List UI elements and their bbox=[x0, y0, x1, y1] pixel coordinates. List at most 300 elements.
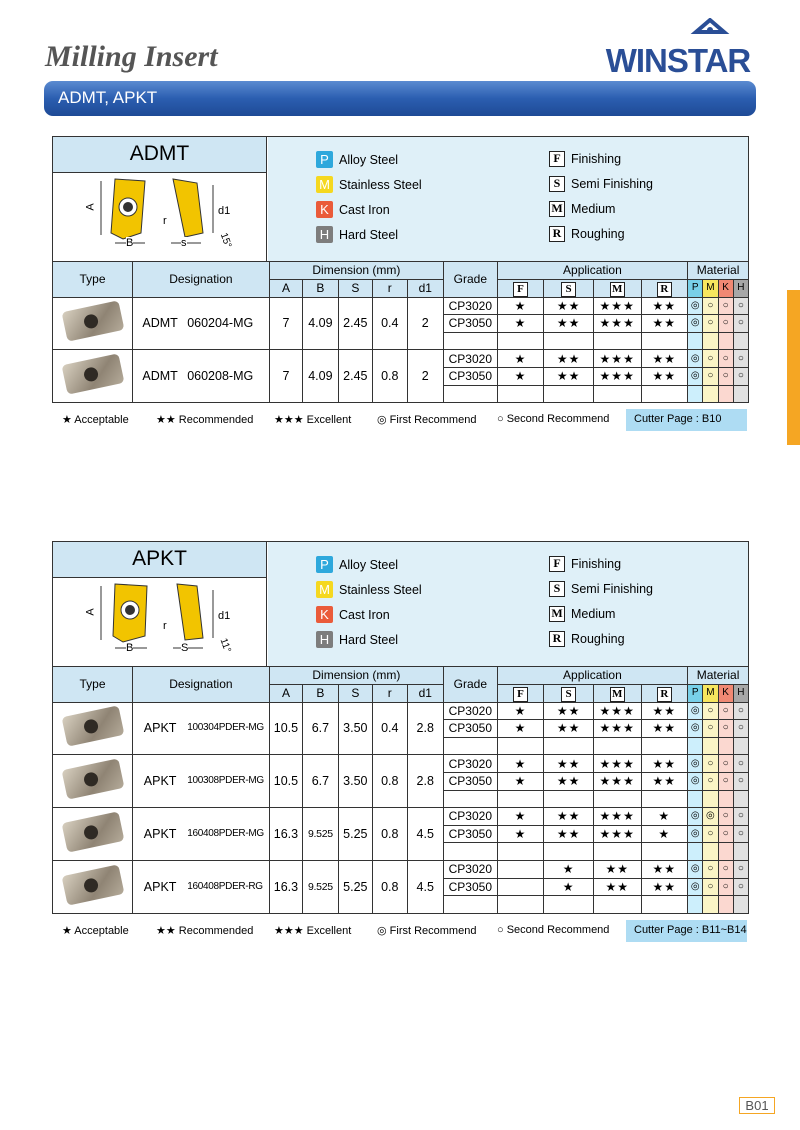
dim-label-b: B bbox=[126, 237, 134, 249]
material-rating bbox=[733, 737, 748, 755]
application-badge-icon: S bbox=[549, 176, 565, 192]
grade-cell bbox=[443, 385, 497, 403]
material-rating: ◎ bbox=[688, 315, 703, 333]
material-rating bbox=[703, 843, 718, 861]
designation-type: APKT bbox=[133, 755, 188, 808]
material-rating bbox=[703, 896, 718, 914]
dim-label-s: s bbox=[181, 237, 187, 249]
material-legend-item bbox=[316, 631, 398, 648]
table-row bbox=[53, 755, 749, 773]
grade-cell: CP3050 bbox=[443, 315, 497, 333]
material-badge-icon: M bbox=[316, 176, 333, 193]
material-rating: ○ bbox=[733, 720, 748, 738]
material-label: Alloy Steel bbox=[339, 557, 399, 572]
material-rating: ◎ bbox=[703, 808, 718, 826]
material-rating: ○ bbox=[718, 772, 733, 790]
section-name: ADMT bbox=[53, 137, 266, 173]
col-header-material: Material bbox=[688, 667, 749, 685]
material-rating: ○ bbox=[703, 720, 718, 738]
application-rating bbox=[544, 332, 594, 350]
application-rating: ★ bbox=[497, 772, 544, 790]
application-rating bbox=[544, 790, 594, 808]
dim-header: A bbox=[269, 684, 302, 702]
grade-cell: CP3020 bbox=[443, 702, 497, 720]
dim-value-s: 3.50 bbox=[338, 755, 372, 808]
application-rating bbox=[593, 332, 641, 350]
col-header-type: Type bbox=[53, 262, 133, 298]
application-rating: ★★ bbox=[641, 367, 688, 385]
material-rating: ○ bbox=[733, 825, 748, 843]
application-rating: ★ bbox=[497, 350, 544, 368]
application-badge-icon: R bbox=[549, 226, 565, 242]
dim-value-b: 4.09 bbox=[303, 297, 338, 350]
col-header-application: Application bbox=[497, 262, 687, 280]
material-rating bbox=[718, 332, 733, 350]
material-rating: ◎ bbox=[688, 825, 703, 843]
legend-acceptable: ★ Acceptable bbox=[62, 414, 129, 426]
application-rating: ★★ bbox=[544, 808, 594, 826]
grade-cell bbox=[443, 737, 497, 755]
application-rating: ★★ bbox=[641, 350, 688, 368]
dim-value-b: 4.09 bbox=[303, 350, 338, 403]
application-label: Roughing bbox=[571, 227, 625, 241]
application-label: Medium bbox=[571, 202, 616, 216]
dim-value-s: 5.25 bbox=[338, 860, 372, 913]
col-header-dimension: Dimension (mm) bbox=[269, 262, 443, 280]
material-rating: ○ bbox=[718, 702, 733, 720]
material-rating: ○ bbox=[718, 808, 733, 826]
dim-header: S bbox=[338, 279, 372, 297]
material-rating bbox=[688, 843, 703, 861]
dim-header: d1 bbox=[407, 684, 443, 702]
dim-value-d1: 4.5 bbox=[407, 808, 443, 861]
material-rating: ○ bbox=[718, 755, 733, 773]
table-row bbox=[53, 702, 749, 720]
material-header: P bbox=[688, 279, 703, 297]
dim-header: d1 bbox=[407, 279, 443, 297]
material-badge-icon: M bbox=[316, 581, 333, 598]
application-rating: ★★ bbox=[544, 772, 594, 790]
application-rating: ★ bbox=[544, 878, 594, 896]
dim-label-angle: 15° bbox=[217, 231, 234, 250]
application-rating: ★★ bbox=[544, 297, 594, 315]
application-rating: ★ bbox=[497, 367, 544, 385]
material-rating: ○ bbox=[733, 878, 748, 896]
application-rating: ★★★ bbox=[593, 772, 641, 790]
application-rating bbox=[593, 790, 641, 808]
material-badge-icon: H bbox=[316, 226, 333, 243]
grade-cell bbox=[443, 896, 497, 914]
application-legend-item bbox=[549, 631, 625, 647]
insert-photo bbox=[53, 755, 133, 808]
dim-label-d1: d1 bbox=[218, 205, 231, 217]
application-rating bbox=[497, 385, 544, 403]
application-rating bbox=[593, 385, 641, 403]
legend-excellent: ★★★ Excellent bbox=[274, 925, 352, 937]
application-legend-item bbox=[549, 556, 621, 572]
material-header: M bbox=[703, 279, 718, 297]
dim-label-s: S bbox=[181, 642, 189, 654]
material-rating: ○ bbox=[703, 297, 718, 315]
col-header-grade: Grade bbox=[443, 262, 497, 298]
dim-value-a: 10.5 bbox=[269, 702, 302, 755]
material-rating: ○ bbox=[703, 772, 718, 790]
material-rating: ○ bbox=[703, 825, 718, 843]
material-rating bbox=[733, 790, 748, 808]
application-rating: ★ bbox=[544, 860, 594, 878]
application-rating: ★★ bbox=[641, 878, 688, 896]
dim-value-d1: 2 bbox=[407, 350, 443, 403]
legend-panel bbox=[268, 137, 748, 261]
application-rating: ★ bbox=[497, 315, 544, 333]
material-label: Cast Iron bbox=[339, 607, 390, 622]
material-rating: ○ bbox=[718, 878, 733, 896]
application-rating: ★★ bbox=[544, 702, 594, 720]
material-header: M bbox=[703, 684, 718, 702]
grade-cell: CP3050 bbox=[443, 878, 497, 896]
application-rating: ★ bbox=[497, 755, 544, 773]
material-rating bbox=[688, 896, 703, 914]
grade-cell: CP3020 bbox=[443, 755, 497, 773]
material-rating bbox=[688, 385, 703, 403]
material-rating: ○ bbox=[733, 808, 748, 826]
material-legend-item bbox=[316, 556, 398, 573]
dim-value-s: 5.25 bbox=[338, 808, 372, 861]
dim-header: B bbox=[303, 684, 338, 702]
material-rating bbox=[688, 332, 703, 350]
application-header-icon: F bbox=[513, 282, 528, 297]
material-label: Alloy Steel bbox=[339, 152, 399, 167]
material-rating: ○ bbox=[718, 720, 733, 738]
material-rating bbox=[733, 843, 748, 861]
material-badge-icon: H bbox=[316, 631, 333, 648]
table-row bbox=[53, 297, 749, 315]
material-rating bbox=[718, 843, 733, 861]
dim-value-a: 16.3 bbox=[269, 808, 302, 861]
footer-legend bbox=[52, 920, 749, 942]
col-header-material: Material bbox=[688, 262, 749, 280]
application-rating: ★★★ bbox=[593, 702, 641, 720]
material-rating: ○ bbox=[718, 297, 733, 315]
side-tab-marker bbox=[787, 290, 800, 445]
designation-type: ADMT bbox=[133, 350, 188, 403]
legend-first: ◎ First Recommend bbox=[377, 925, 477, 937]
application-legend-item bbox=[549, 201, 615, 217]
application-legend-item bbox=[549, 581, 653, 597]
application-rating bbox=[497, 737, 544, 755]
application-badge-icon: M bbox=[549, 201, 565, 217]
material-label: Hard Steel bbox=[339, 632, 399, 647]
material-label: Stainless Steel bbox=[339, 177, 422, 192]
material-legend-item bbox=[316, 226, 398, 243]
designation-code: 100308PDER-MG bbox=[187, 755, 269, 808]
application-rating: ★★★ bbox=[593, 755, 641, 773]
application-badge-icon: F bbox=[549, 556, 565, 572]
insert-diagram bbox=[53, 578, 266, 666]
application-header-icon: M bbox=[610, 282, 625, 297]
material-rating bbox=[718, 385, 733, 403]
application-rating bbox=[593, 737, 641, 755]
application-rating: ★ bbox=[641, 825, 688, 843]
material-legend-item bbox=[316, 176, 422, 193]
dim-value-a: 10.5 bbox=[269, 755, 302, 808]
insert-photo bbox=[53, 297, 133, 350]
insert-photo bbox=[53, 702, 133, 755]
application-label: Semi Finishing bbox=[571, 582, 653, 596]
material-rating: ○ bbox=[703, 860, 718, 878]
application-header bbox=[641, 684, 688, 702]
application-rating bbox=[593, 843, 641, 861]
material-rating bbox=[718, 790, 733, 808]
material-rating: ○ bbox=[733, 755, 748, 773]
legend-panel bbox=[268, 542, 748, 666]
application-rating: ★★ bbox=[544, 350, 594, 368]
application-rating: ★★★ bbox=[593, 367, 641, 385]
designation-type: ADMT bbox=[133, 297, 188, 350]
application-rating: ★★ bbox=[544, 825, 594, 843]
material-rating: ◎ bbox=[688, 350, 703, 368]
col-header-type: Type bbox=[53, 667, 133, 703]
application-rating: ★ bbox=[497, 297, 544, 315]
application-rating: ★★ bbox=[544, 720, 594, 738]
application-rating: ★★ bbox=[641, 720, 688, 738]
application-rating: ★★★ bbox=[593, 350, 641, 368]
material-badge-icon: P bbox=[316, 151, 333, 168]
grade-cell bbox=[443, 790, 497, 808]
dim-header: r bbox=[373, 279, 407, 297]
material-rating: ◎ bbox=[688, 808, 703, 826]
legend-acceptable: ★ Acceptable bbox=[62, 925, 129, 937]
insert-side-view-icon bbox=[173, 179, 203, 237]
dim-value-s: 2.45 bbox=[338, 350, 372, 403]
application-rating bbox=[497, 332, 544, 350]
designation-code: 160408PDER-RG bbox=[187, 860, 269, 913]
material-rating: ○ bbox=[733, 772, 748, 790]
section-header bbox=[52, 136, 749, 261]
col-header-application: Application bbox=[497, 667, 687, 685]
apkt-section bbox=[52, 541, 749, 914]
insert-image-icon bbox=[61, 354, 124, 395]
application-rating bbox=[497, 896, 544, 914]
material-rating: ○ bbox=[733, 350, 748, 368]
application-rating bbox=[497, 843, 544, 861]
application-rating: ★★★ bbox=[593, 315, 641, 333]
application-rating: ★ bbox=[497, 720, 544, 738]
material-rating bbox=[703, 385, 718, 403]
designation-code: 060208-MG bbox=[187, 350, 269, 403]
dim-header: r bbox=[373, 684, 407, 702]
insert-image-icon bbox=[61, 811, 124, 852]
material-header: K bbox=[718, 279, 733, 297]
insert-image-icon bbox=[61, 706, 124, 747]
material-rating bbox=[703, 737, 718, 755]
application-header bbox=[641, 279, 688, 297]
col-header-grade: Grade bbox=[443, 667, 497, 703]
dim-value-r: 0.8 bbox=[373, 808, 407, 861]
section-banner: ADMT, APKT bbox=[44, 81, 756, 116]
application-badge-icon: S bbox=[549, 581, 565, 597]
application-rating bbox=[593, 896, 641, 914]
material-rating bbox=[718, 896, 733, 914]
insert-photo bbox=[53, 350, 133, 403]
material-rating: ◎ bbox=[688, 860, 703, 878]
designation-type: APKT bbox=[133, 702, 188, 755]
material-rating bbox=[733, 896, 748, 914]
application-rating bbox=[497, 878, 544, 896]
dim-value-r: 0.8 bbox=[373, 350, 407, 403]
insert-image-icon bbox=[61, 759, 124, 800]
application-header-icon: R bbox=[657, 687, 672, 702]
table-row bbox=[53, 808, 749, 826]
grade-cell: CP3020 bbox=[443, 350, 497, 368]
application-rating bbox=[641, 896, 688, 914]
grade-cell: CP3020 bbox=[443, 808, 497, 826]
insert-image-icon bbox=[61, 864, 124, 905]
application-legend-item bbox=[549, 226, 625, 242]
application-rating: ★★ bbox=[641, 860, 688, 878]
dim-label-a: A bbox=[84, 608, 97, 616]
application-rating bbox=[497, 790, 544, 808]
page-title: Milling Insert bbox=[45, 40, 218, 73]
logo-text: WINSTAR bbox=[605, 42, 751, 79]
col-header-designation: Designation bbox=[133, 262, 270, 298]
material-rating bbox=[733, 332, 748, 350]
dim-value-b: 9.525 bbox=[303, 860, 338, 913]
application-rating: ★★ bbox=[641, 702, 688, 720]
application-header-icon: F bbox=[513, 687, 528, 702]
material-header: K bbox=[718, 684, 733, 702]
application-rating bbox=[544, 896, 594, 914]
material-rating: ○ bbox=[733, 315, 748, 333]
material-rating: ○ bbox=[733, 297, 748, 315]
application-rating: ★★ bbox=[544, 755, 594, 773]
material-label: Hard Steel bbox=[339, 227, 399, 242]
application-rating: ★★ bbox=[641, 755, 688, 773]
material-rating: ◎ bbox=[688, 720, 703, 738]
material-rating bbox=[703, 332, 718, 350]
material-rating: ○ bbox=[718, 825, 733, 843]
application-header bbox=[544, 279, 594, 297]
legend-recommended: ★★ Recommended bbox=[156, 925, 254, 937]
application-rating bbox=[641, 843, 688, 861]
spec-table bbox=[52, 666, 749, 914]
material-legend-item bbox=[316, 151, 398, 168]
insert-top-view-icon bbox=[113, 584, 147, 642]
legend-second: ○ Second Recommend bbox=[497, 924, 610, 936]
legend-second: ○ Second Recommend bbox=[497, 413, 610, 425]
grade-cell: CP3050 bbox=[443, 367, 497, 385]
grade-cell: CP3050 bbox=[443, 772, 497, 790]
page-number: B01 bbox=[739, 1097, 775, 1114]
material-rating: ◎ bbox=[688, 878, 703, 896]
dim-label-angle: 11° bbox=[217, 636, 233, 655]
dim-header: B bbox=[303, 279, 338, 297]
grade-cell bbox=[443, 843, 497, 861]
application-rating: ★★ bbox=[641, 297, 688, 315]
material-rating: ○ bbox=[718, 367, 733, 385]
application-rating bbox=[497, 860, 544, 878]
material-rating: ◎ bbox=[688, 702, 703, 720]
insert-side-view-icon bbox=[177, 584, 203, 640]
material-rating: ○ bbox=[733, 860, 748, 878]
section-header bbox=[52, 541, 749, 666]
application-label: Finishing bbox=[571, 152, 622, 166]
material-label: Stainless Steel bbox=[339, 582, 422, 597]
application-rating: ★ bbox=[497, 825, 544, 843]
table-row bbox=[53, 350, 749, 368]
application-header bbox=[497, 279, 544, 297]
grade-cell: CP3050 bbox=[443, 720, 497, 738]
dim-value-b: 9.525 bbox=[303, 808, 338, 861]
application-rating bbox=[641, 737, 688, 755]
insert-image-icon bbox=[61, 301, 124, 342]
dim-label-r: r bbox=[163, 620, 167, 632]
material-rating: ◎ bbox=[688, 772, 703, 790]
application-rating: ★★ bbox=[593, 860, 641, 878]
application-header bbox=[593, 279, 641, 297]
application-rating: ★★ bbox=[641, 772, 688, 790]
grade-cell: CP3050 bbox=[443, 825, 497, 843]
insert-photo bbox=[53, 860, 133, 913]
application-label: Semi Finishing bbox=[571, 177, 653, 191]
application-badge-icon: R bbox=[549, 631, 565, 647]
dim-header: A bbox=[269, 279, 302, 297]
material-rating: ○ bbox=[703, 315, 718, 333]
insert-top-view-icon bbox=[111, 179, 145, 239]
material-rating bbox=[688, 737, 703, 755]
material-legend-item bbox=[316, 581, 422, 598]
application-header bbox=[497, 684, 544, 702]
footer-legend bbox=[52, 409, 749, 431]
dim-label-b: B bbox=[126, 642, 134, 654]
legend-recommended: ★★ Recommended bbox=[156, 414, 254, 426]
application-header-icon: M bbox=[610, 687, 625, 702]
application-rating: ★★★ bbox=[593, 808, 641, 826]
application-rating: ★ bbox=[497, 808, 544, 826]
cutter-page-ref: Cutter Page : B11~B14 bbox=[626, 920, 747, 942]
designation-code: 160408PDER-MG bbox=[187, 808, 269, 861]
material-rating bbox=[703, 790, 718, 808]
material-legend-item bbox=[316, 201, 390, 218]
col-header-dimension: Dimension (mm) bbox=[269, 667, 443, 685]
dim-value-r: 0.4 bbox=[373, 702, 407, 755]
dim-value-a: 7 bbox=[269, 297, 302, 350]
dim-value-b: 6.7 bbox=[303, 702, 338, 755]
material-rating: ○ bbox=[733, 367, 748, 385]
application-legend-item bbox=[549, 606, 615, 622]
dim-value-a: 7 bbox=[269, 350, 302, 403]
application-rating: ★★ bbox=[641, 315, 688, 333]
material-rating: ◎ bbox=[688, 297, 703, 315]
material-badge-icon: K bbox=[316, 201, 333, 218]
application-rating bbox=[641, 332, 688, 350]
application-label: Finishing bbox=[571, 557, 622, 571]
designation-type: APKT bbox=[133, 860, 188, 913]
application-header-icon: S bbox=[561, 687, 576, 702]
material-badge-icon: K bbox=[316, 606, 333, 623]
material-legend-item bbox=[316, 606, 390, 623]
dim-value-r: 0.8 bbox=[373, 860, 407, 913]
col-header-designation: Designation bbox=[133, 667, 270, 703]
insert-photo bbox=[53, 808, 133, 861]
winstar-logo bbox=[598, 18, 758, 79]
dim-header: S bbox=[338, 684, 372, 702]
legend-first: ◎ First Recommend bbox=[377, 414, 477, 426]
material-rating: ○ bbox=[703, 367, 718, 385]
application-rating: ★★ bbox=[544, 367, 594, 385]
dim-value-d1: 4.5 bbox=[407, 860, 443, 913]
table-header-row bbox=[53, 262, 749, 280]
